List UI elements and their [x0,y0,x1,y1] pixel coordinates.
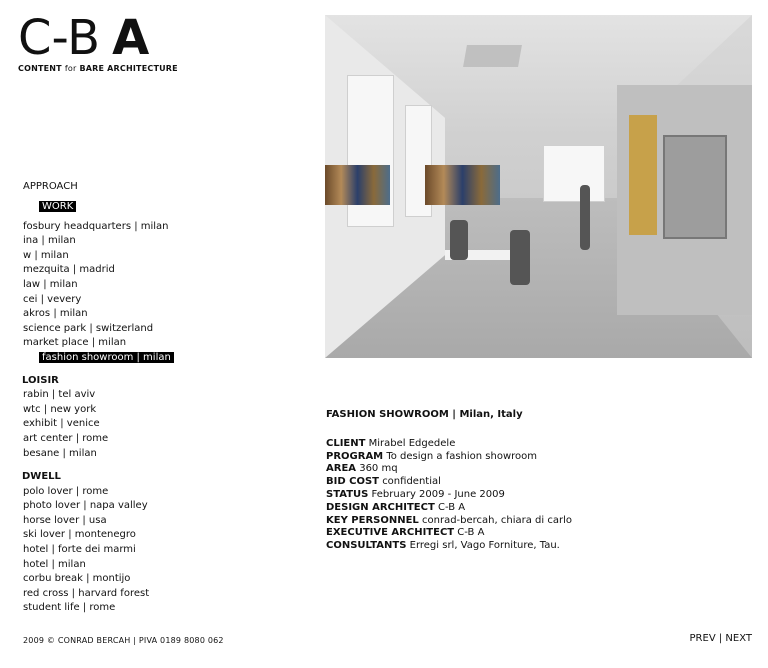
dwell-list [23,485,303,616]
project-title: FASHION SHOWROOM | Milan, Italy [326,409,523,420]
image-window [543,145,605,202]
dwell-item[interactable]: red cross | harvard forest [23,587,150,599]
work-item[interactable]: mezquita | madrid [23,264,115,276]
work-item[interactable]: market place | milan [23,337,127,349]
logo-mark-thin: C-B [18,10,101,66]
dwell-item[interactable]: hotel | milan [23,558,86,570]
work-item[interactable]: akros | milan [23,308,88,320]
dwell-item[interactable]: hotel | forte dei marmi [23,544,136,556]
site-logo[interactable] [18,10,188,73]
info-value: C-B A [457,527,485,539]
dwell-item[interactable]: corbu break | montijo [23,573,131,585]
logo-tagline: CONTENT for BARE ARCHITECTURE [18,64,178,73]
pager [690,633,752,644]
loisir-item[interactable]: exhibit | venice [23,418,100,430]
work-list [23,220,303,366]
work-item[interactable]: cei | vevery [23,293,82,305]
loisir-item[interactable]: art center | rome [23,432,109,444]
info-value: conrad-bercah, chiara di carlo [422,514,572,526]
info-row [326,476,746,489]
info-row [326,489,746,502]
loisir-item[interactable]: rabin | tel aviv [23,389,96,401]
info-value: To design a fashion showroom [386,450,538,462]
info-label: EXECUTIVE ARCHITECT [326,527,455,539]
info-label: CLIENT [326,437,366,449]
work-item[interactable]: ina | milan [23,235,76,247]
info-label: CONSULTANTS [326,540,407,552]
loisir-item[interactable]: wtc | new york [23,403,97,415]
logo-mark-bold: A [112,10,150,66]
image-clothes-rack [425,165,500,205]
project-image [325,15,752,358]
dwell-item[interactable]: photo lover | napa valley [23,500,148,512]
info-value: 360 mq [359,463,398,475]
nav-work[interactable]: WORK [39,201,76,212]
info-row [326,527,746,540]
project-info [326,409,746,553]
loisir-heading: LOISIR [22,374,59,386]
info-label: BID COST [326,476,379,488]
image-clothes-rack [325,165,390,205]
work-item-active-wrap [39,351,303,366]
loisir-list [23,388,303,461]
dwell-heading: DWELL [22,471,61,483]
logo-mark [18,10,188,66]
info-label: DESIGN ARCHITECT [326,501,435,513]
info-value: February 2009 - June 2009 [371,488,505,500]
info-value: C-B A [437,501,466,513]
work-item[interactable]: w | milan [23,249,69,261]
work-item[interactable]: science park | switzerland [23,322,154,334]
loisir-item[interactable]: besane | milan [23,447,97,459]
image-display-case [663,135,727,239]
dwell-item[interactable]: student life | rome [23,602,116,614]
info-row [326,438,746,451]
work-item[interactable]: law | milan [23,278,78,290]
site-nav [23,180,303,616]
work-item-active[interactable]: fashion showroom | milan [39,352,174,363]
info-value: confidential [382,476,441,488]
dwell-item[interactable]: ski lover | montenegro [23,529,136,541]
info-row [326,502,746,515]
nav-work-wrap [39,201,303,212]
pager-separator: | [718,633,723,644]
image-wood-panel [629,115,657,235]
prev-link[interactable]: PREV [689,633,716,644]
info-label: KEY PERSONNEL [326,514,419,526]
image-person [580,185,590,250]
info-row [326,463,746,476]
work-item[interactable]: fosbury headquarters | milan [23,220,169,232]
info-row [326,540,746,553]
dwell-item[interactable]: horse lover | usa [23,514,107,526]
info-row [326,515,746,528]
info-label: STATUS [326,488,369,500]
info-value: Erregi srl, Vago Forniture, Tau. [409,540,560,552]
image-ceiling-lamp [463,45,522,67]
image-person [510,230,530,285]
next-link[interactable]: NEXT [725,633,752,644]
footer-copyright: 2009 © CONRAD BERCAH | PIVA 0189 8080 062 [23,636,224,645]
info-label: PROGRAM [326,450,384,462]
dwell-item[interactable]: polo lover | rome [23,485,109,497]
info-label: AREA [326,463,357,475]
info-row [326,451,746,464]
nav-approach[interactable]: APPROACH [23,181,78,192]
info-value: Mirabel Edgedele [368,437,456,449]
image-person [450,220,468,260]
